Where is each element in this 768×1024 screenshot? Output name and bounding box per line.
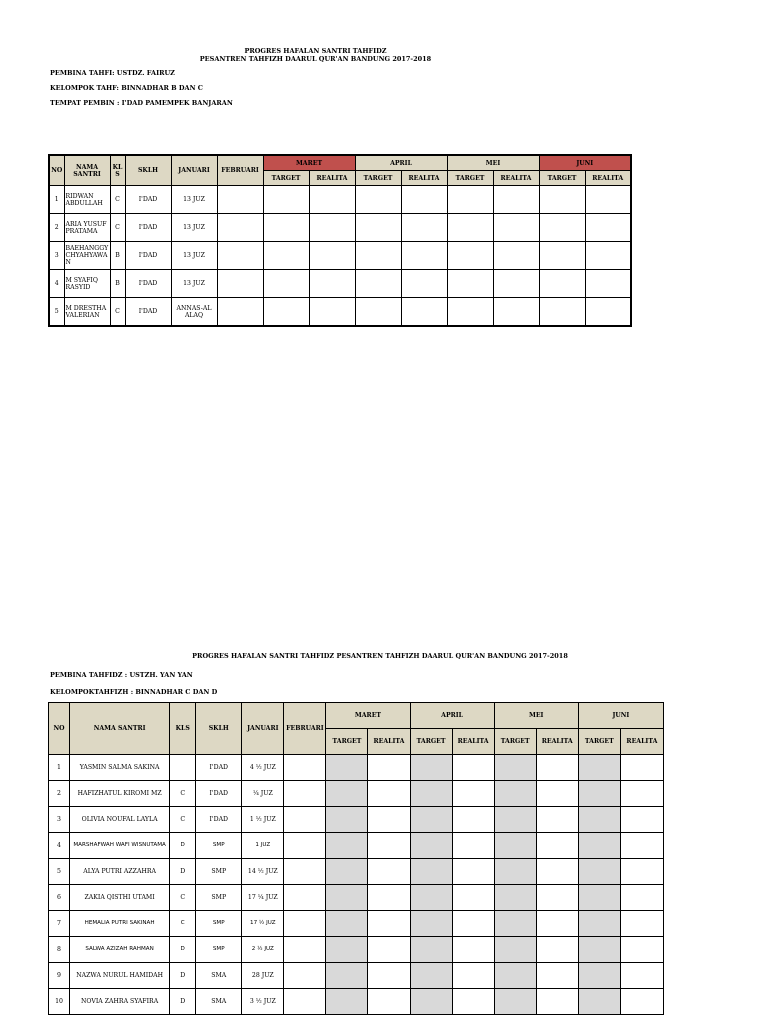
cell-target[interactable]: [447, 242, 493, 270]
cell-target[interactable]: [494, 807, 536, 833]
cell-target[interactable]: [539, 186, 585, 214]
header-realita: REALITA: [620, 729, 663, 755]
cell-realita[interactable]: [368, 937, 410, 963]
cell-januari: 1 JUZ: [242, 833, 284, 859]
cell-target[interactable]: [410, 755, 452, 781]
cell-target[interactable]: [447, 270, 493, 298]
cell-realita[interactable]: [452, 807, 494, 833]
cell-februari[interactable]: [284, 963, 326, 989]
cell-no: 7: [49, 911, 70, 937]
cell-realita[interactable]: [620, 807, 663, 833]
cell-januari: 28 JUZ: [242, 963, 284, 989]
cell-sklh: I'DAD: [196, 755, 242, 781]
cell-realita[interactable]: [493, 242, 539, 270]
cell-januari: 13 JUZ: [171, 270, 217, 298]
cell-target[interactable]: [578, 937, 620, 963]
doc1-tempat: TEMPAT PEMBIN : I'DAD PAMEMPEK BANJARAN: [50, 99, 233, 107]
cell-kls: C: [110, 186, 125, 214]
cell-realita[interactable]: [536, 963, 578, 989]
table-row: [49, 937, 664, 963]
cell-nama-santri: YASMIN SALMA SAKINA: [70, 755, 170, 781]
header-realita: REALITA: [585, 171, 631, 186]
header-april: APRIL: [410, 703, 494, 729]
cell-sklh: I'DAD: [125, 298, 171, 327]
cell-realita[interactable]: [585, 186, 631, 214]
cell-no: 4: [49, 833, 70, 859]
cell-target[interactable]: [410, 859, 452, 885]
cell-realita[interactable]: [452, 989, 494, 1015]
cell-sklh: I'DAD: [125, 186, 171, 214]
cell-target[interactable]: [263, 242, 309, 270]
header-januari: JANUARI: [171, 155, 217, 186]
cell-target[interactable]: [494, 859, 536, 885]
cell-target[interactable]: [494, 755, 536, 781]
cell-sklh: I'DAD: [125, 270, 171, 298]
cell-realita[interactable]: [536, 885, 578, 911]
header-mei: MEI: [447, 155, 539, 171]
cell-januari: ANNAS-AL ALAQ: [171, 298, 217, 327]
cell-kls: D: [170, 963, 196, 989]
cell-realita[interactable]: [368, 833, 410, 859]
cell-realita[interactable]: [620, 859, 663, 885]
cell-realita[interactable]: [536, 911, 578, 937]
cell-target[interactable]: [494, 937, 536, 963]
cell-februari[interactable]: [284, 781, 326, 807]
cell-target[interactable]: [326, 963, 368, 989]
cell-no: 5: [49, 298, 64, 327]
cell-realita[interactable]: [620, 885, 663, 911]
doc1-title-line2: PESANTREN TAHFIZH DAARUL QUR'AN BANDUNG 2017-2018: [199, 55, 432, 63]
cell-nama-santri: HAFIZHATUL KIROMI MZ: [70, 781, 170, 807]
header-realita: REALITA: [536, 729, 578, 755]
cell-kls: C: [170, 807, 196, 833]
cell-januari: 17 ½ JUZ: [242, 911, 284, 937]
cell-realita[interactable]: [401, 270, 447, 298]
cell-nama-santri: M DRESTHA VALERIAN: [64, 298, 110, 327]
cell-target[interactable]: [494, 781, 536, 807]
cell-target[interactable]: [578, 807, 620, 833]
header-target: TARGET: [355, 171, 401, 186]
cell-no: 5: [49, 859, 70, 885]
table-row: [49, 298, 631, 327]
header-kls: KLS: [170, 703, 196, 755]
progress-table-2: [48, 702, 664, 1015]
cell-sklh: SMA: [196, 963, 242, 989]
cell-januari: 1 ½ JUZ: [242, 807, 284, 833]
cell-realita[interactable]: [452, 937, 494, 963]
cell-target[interactable]: [326, 989, 368, 1015]
cell-realita[interactable]: [368, 755, 410, 781]
header-april: APRIL: [355, 155, 447, 171]
header-juni: JUNI: [539, 155, 631, 171]
cell-realita[interactable]: [620, 989, 663, 1015]
doc2-kelompok: KELOMPOKTAHFIZH : BINNADHAR C DAN D: [50, 688, 218, 696]
cell-target[interactable]: [578, 781, 620, 807]
cell-realita[interactable]: [368, 859, 410, 885]
cell-kls: C: [170, 781, 196, 807]
cell-realita[interactable]: [309, 242, 355, 270]
table-row: [49, 989, 664, 1015]
cell-no: 1: [49, 186, 64, 214]
cell-kls: D: [170, 937, 196, 963]
cell-target[interactable]: [447, 298, 493, 327]
table-row: [49, 911, 664, 937]
cell-target[interactable]: [326, 859, 368, 885]
cell-realita[interactable]: [536, 859, 578, 885]
header-realita: REALITA: [452, 729, 494, 755]
cell-kls: C: [110, 298, 125, 327]
header-januari: JANUARI: [242, 703, 284, 755]
header-target: TARGET: [539, 171, 585, 186]
cell-nama-santri: MARSHAFWAH WAFI WISNUTAMA: [70, 833, 170, 859]
cell-target[interactable]: [410, 833, 452, 859]
cell-realita[interactable]: [493, 186, 539, 214]
cell-februari[interactable]: [284, 755, 326, 781]
cell-target[interactable]: [326, 911, 368, 937]
cell-sklh: I'DAD: [125, 214, 171, 242]
cell-februari[interactable]: [284, 833, 326, 859]
cell-realita[interactable]: [620, 963, 663, 989]
cell-nama-santri: ALYA PUTRI AZZAHRA: [70, 859, 170, 885]
cell-nama-santri: RIDWAN ABDULLAH: [64, 186, 110, 214]
cell-realita[interactable]: [452, 781, 494, 807]
cell-januari: 13 JUZ: [171, 186, 217, 214]
cell-realita[interactable]: [401, 186, 447, 214]
cell-realita[interactable]: [401, 214, 447, 242]
header-realita: REALITA: [401, 171, 447, 186]
header-februari: FEBRUARI: [284, 703, 326, 755]
cell-realita[interactable]: [536, 989, 578, 1015]
cell-target[interactable]: [578, 885, 620, 911]
table-row: [49, 242, 631, 270]
cell-sklh: I'DAD: [196, 781, 242, 807]
cell-target[interactable]: [410, 989, 452, 1015]
cell-target[interactable]: [539, 270, 585, 298]
table-row: [49, 781, 664, 807]
cell-sklh: SMP: [196, 937, 242, 963]
cell-kls: B: [110, 242, 125, 270]
cell-realita[interactable]: [452, 911, 494, 937]
cell-realita[interactable]: [585, 242, 631, 270]
cell-realita[interactable]: [368, 807, 410, 833]
cell-nama-santri: BAEHANGGY CHYAHYAWA N: [64, 242, 110, 270]
cell-januari: ¼ JUZ: [242, 781, 284, 807]
header-target: TARGET: [326, 729, 368, 755]
cell-nama-santri: SALWA AZIZAH RAHMAN: [70, 937, 170, 963]
cell-target[interactable]: [410, 963, 452, 989]
header-target: TARGET: [494, 729, 536, 755]
cell-target[interactable]: [263, 214, 309, 242]
cell-realita[interactable]: [452, 833, 494, 859]
progress-table-1: [48, 154, 632, 327]
cell-februari[interactable]: [284, 911, 326, 937]
cell-februari[interactable]: [217, 242, 263, 270]
cell-kls: D: [170, 833, 196, 859]
cell-sklh: I'DAD: [196, 807, 242, 833]
header-maret: MARET: [326, 703, 410, 729]
table-row: [49, 963, 664, 989]
cell-kls: C: [170, 911, 196, 937]
cell-no: 3: [49, 242, 64, 270]
cell-realita[interactable]: [620, 937, 663, 963]
cell-realita[interactable]: [493, 298, 539, 327]
cell-realita[interactable]: [620, 833, 663, 859]
cell-januari: 17 ¼ JUZ: [242, 885, 284, 911]
table-row: [49, 270, 631, 298]
cell-target[interactable]: [263, 270, 309, 298]
cell-no: 6: [49, 885, 70, 911]
cell-februari[interactable]: [217, 214, 263, 242]
cell-januari: 2 ½ JUZ: [242, 937, 284, 963]
cell-nama-santri: NAZWA NURUL HAMIDAH: [70, 963, 170, 989]
cell-januari: 13 JUZ: [171, 242, 217, 270]
cell-februari[interactable]: [284, 989, 326, 1015]
cell-februari[interactable]: [284, 937, 326, 963]
cell-februari[interactable]: [217, 186, 263, 214]
header-kls: KL S: [110, 155, 125, 186]
cell-realita[interactable]: [493, 270, 539, 298]
header-target: TARGET: [578, 729, 620, 755]
header-nama-santri: NAMA SANTRI: [70, 703, 170, 755]
cell-realita[interactable]: [585, 214, 631, 242]
table-row: [49, 186, 631, 214]
cell-realita[interactable]: [452, 755, 494, 781]
cell-target[interactable]: [263, 186, 309, 214]
cell-sklh: SMP: [196, 833, 242, 859]
header-sklh: SKLH: [196, 703, 242, 755]
cell-februari[interactable]: [284, 859, 326, 885]
header-target: TARGET: [447, 171, 493, 186]
header-sklh: SKLH: [125, 155, 171, 186]
cell-target[interactable]: [410, 885, 452, 911]
cell-target[interactable]: [494, 911, 536, 937]
cell-sklh: I'DAD: [125, 242, 171, 270]
cell-nama-santri: ARIA YUSUF PRATAMA: [64, 214, 110, 242]
table-row: [49, 214, 631, 242]
cell-nama-santri: HEMALIA PUTRI SAKINAH: [70, 911, 170, 937]
cell-kls: B: [110, 270, 125, 298]
cell-realita[interactable]: [309, 214, 355, 242]
cell-kls: C: [110, 214, 125, 242]
cell-target[interactable]: [494, 833, 536, 859]
cell-realita[interactable]: [368, 911, 410, 937]
cell-realita[interactable]: [368, 989, 410, 1015]
cell-kls: [170, 755, 196, 781]
header-realita: REALITA: [309, 171, 355, 186]
cell-realita[interactable]: [368, 963, 410, 989]
doc1-kelompok: KELOMPOK TAHF: BINNADHAR B DAN C: [50, 84, 203, 92]
cell-no: 9: [49, 963, 70, 989]
cell-realita[interactable]: [401, 298, 447, 327]
cell-target[interactable]: [578, 859, 620, 885]
doc2-pembina: PEMBINA TAHFIDZ : USTZH. YAN YAN: [50, 671, 193, 679]
cell-target[interactable]: [355, 298, 401, 327]
cell-januari: 13 JUZ: [171, 214, 217, 242]
cell-realita[interactable]: [493, 214, 539, 242]
cell-no: 4: [49, 270, 64, 298]
cell-no: 2: [49, 214, 64, 242]
cell-realita[interactable]: [536, 781, 578, 807]
cell-nama-santri: OLIVIA NOUFAL LAYLA: [70, 807, 170, 833]
cell-sklh: SMP: [196, 859, 242, 885]
cell-kls: D: [170, 989, 196, 1015]
cell-realita[interactable]: [536, 755, 578, 781]
table-row: [49, 807, 664, 833]
cell-target[interactable]: [494, 885, 536, 911]
cell-target[interactable]: [326, 885, 368, 911]
cell-target[interactable]: [578, 989, 620, 1015]
cell-target[interactable]: [578, 755, 620, 781]
cell-no: 3: [49, 807, 70, 833]
cell-realita[interactable]: [452, 885, 494, 911]
cell-target[interactable]: [539, 214, 585, 242]
cell-januari: 3 ½ JUZ: [242, 989, 284, 1015]
cell-target[interactable]: [447, 214, 493, 242]
cell-sklh: SMP: [196, 885, 242, 911]
header-mei: MEI: [494, 703, 578, 729]
cell-kls: D: [170, 859, 196, 885]
header-juni: JUNI: [578, 703, 663, 729]
header-target: TARGET: [410, 729, 452, 755]
header-maret: MARET: [263, 155, 355, 171]
cell-realita[interactable]: [368, 885, 410, 911]
doc1-pembina: PEMBINA TAHFI: USTDZ. FAIRUZ: [50, 69, 175, 77]
cell-target[interactable]: [326, 755, 368, 781]
cell-januari: 4 ½ JUZ: [242, 755, 284, 781]
cell-target[interactable]: [355, 186, 401, 214]
cell-no: 2: [49, 781, 70, 807]
header-februari: FEBRUARI: [217, 155, 263, 186]
cell-realita[interactable]: [536, 833, 578, 859]
cell-no: 8: [49, 937, 70, 963]
cell-februari[interactable]: [284, 807, 326, 833]
doc2-title: PROGRES HAFALAN SANTRI TAHFIDZ PESANTREN TAHFIZH DAARUL QUR'AN BANDUNG 2017-2018: [192, 652, 568, 660]
cell-target[interactable]: [447, 186, 493, 214]
cell-realita[interactable]: [452, 963, 494, 989]
cell-target[interactable]: [326, 807, 368, 833]
cell-sklh: SMA: [196, 989, 242, 1015]
cell-realita[interactable]: [309, 270, 355, 298]
cell-januari: 14 ½ JUZ: [242, 859, 284, 885]
header-target: TARGET: [263, 171, 309, 186]
header-no: NO: [49, 155, 64, 186]
cell-februari[interactable]: [284, 885, 326, 911]
cell-no: 10: [49, 989, 70, 1015]
cell-februari[interactable]: [217, 298, 263, 327]
cell-target[interactable]: [355, 242, 401, 270]
header-no: NO: [49, 703, 70, 755]
doc1-title-line1: PROGRES HAFALAN SANTRI TAHFIDZ: [244, 47, 387, 55]
cell-target[interactable]: [263, 298, 309, 327]
cell-target[interactable]: [355, 214, 401, 242]
cell-target[interactable]: [410, 781, 452, 807]
cell-target[interactable]: [539, 298, 585, 327]
header-realita: REALITA: [368, 729, 410, 755]
cell-realita[interactable]: [309, 186, 355, 214]
cell-nama-santri: M SYAFIQ RASYID: [64, 270, 110, 298]
cell-nama-santri: ZAKIA QISTHI UTAMI: [70, 885, 170, 911]
cell-realita[interactable]: [309, 298, 355, 327]
cell-kls: C: [170, 885, 196, 911]
cell-target[interactable]: [539, 242, 585, 270]
cell-target[interactable]: [326, 937, 368, 963]
cell-target[interactable]: [410, 807, 452, 833]
table-row: [49, 755, 664, 781]
cell-realita[interactable]: [620, 755, 663, 781]
cell-realita[interactable]: [536, 807, 578, 833]
cell-target[interactable]: [326, 781, 368, 807]
cell-realita[interactable]: [620, 781, 663, 807]
cell-nama-santri: NOVIA ZAHRA SYAFIRA: [70, 989, 170, 1015]
cell-realita[interactable]: [536, 937, 578, 963]
cell-target[interactable]: [578, 911, 620, 937]
cell-realita[interactable]: [452, 859, 494, 885]
cell-target[interactable]: [578, 833, 620, 859]
table-row: [49, 885, 664, 911]
cell-target[interactable]: [410, 937, 452, 963]
cell-target[interactable]: [326, 833, 368, 859]
cell-realita[interactable]: [401, 242, 447, 270]
cell-target[interactable]: [494, 963, 536, 989]
cell-realita[interactable]: [368, 781, 410, 807]
cell-realita[interactable]: [620, 911, 663, 937]
cell-realita[interactable]: [585, 270, 631, 298]
header-nama-santri: NAMA SANTRI: [64, 155, 110, 186]
cell-target[interactable]: [355, 270, 401, 298]
cell-target[interactable]: [494, 989, 536, 1015]
cell-realita[interactable]: [585, 298, 631, 327]
cell-februari[interactable]: [217, 270, 263, 298]
table-row: [49, 833, 664, 859]
table-row: [49, 859, 664, 885]
cell-sklh: SMP: [196, 911, 242, 937]
cell-target[interactable]: [410, 911, 452, 937]
cell-no: 1: [49, 755, 70, 781]
cell-target[interactable]: [578, 963, 620, 989]
header-realita: REALITA: [493, 171, 539, 186]
